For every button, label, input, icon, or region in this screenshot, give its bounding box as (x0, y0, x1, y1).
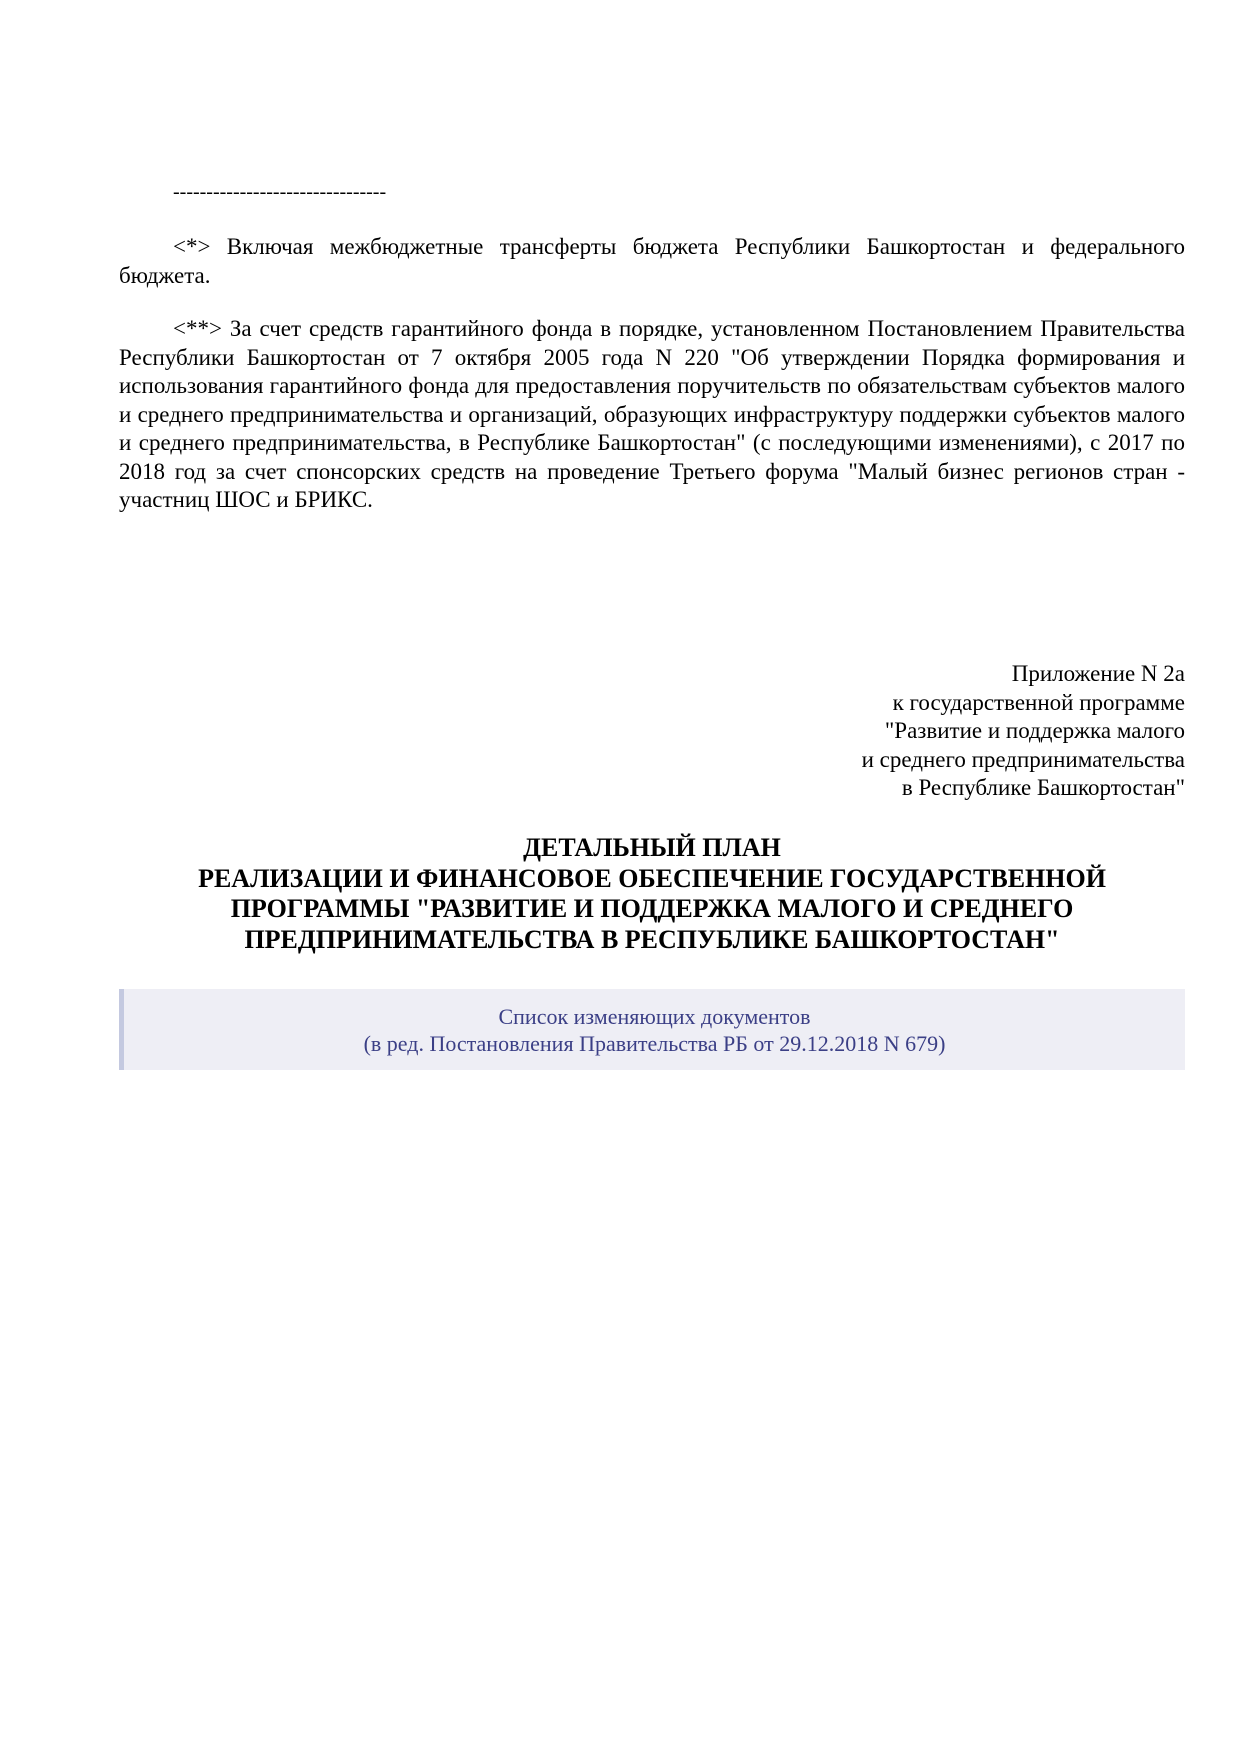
appendix-line: в Республике Башкортостан" (901, 775, 1185, 800)
title-line: ДЕТАЛЬНЫЙ ПЛАН (523, 833, 781, 862)
document-title (119, 833, 1185, 955)
amending-documents-box (119, 989, 1185, 1070)
footnote-interbudget-transfers: <*> Включая межбюджетные трансферты бюджета Республики Башкортостан и федерального бюджета. (119, 234, 1185, 288)
amending-documents-heading: Список изменяющих документов (498, 1004, 811, 1029)
footnote-separator: -------------------------------- (173, 181, 387, 203)
appendix-line: к государственной программе (892, 689, 1185, 715)
title-line: ПРОГРАММЫ "РАЗВИТИЕ И ПОДДЕРЖКА МАЛОГО И СРЕДНЕГО (230, 894, 1074, 923)
title-line: ПРЕДПРИНИМАТЕЛЬСТВА В РЕСПУБЛИКЕ БАШКОРТОСТАН" (244, 924, 1060, 954)
appendix-reference (862, 660, 1185, 803)
footnote-guarantee-fund: <**> За счет средств гарантийного фонда в порядке, установленном Постановлением Правительства Республики Башкортостан от 7 октября 2005 года N 220 "Об утверждении Порядка формирования и использования гарантийного фонда для предоставления поручительств по обязательствам субъектов малого и среднего предпринимательства и организаций, образующих инфраструктуру поддержки субъектов малого и среднего предпринимательства, в Республике Башкортостан" (с последующими изменениями), с 2017 по 2018 год за счет спонсорских средств на проведение Третьего форума "Малый бизнес регионов стран - участниц ШОС и БРИКС. (119, 316, 1185, 512)
appendix-line: и среднего предпринимательства (861, 746, 1185, 772)
appendix-line: Приложение N 2а (1011, 661, 1185, 686)
amending-document-link[interactable]: (в ред. Постановления Правительства РБ от 29.12.2018 N 679) (363, 1031, 946, 1056)
title-line: РЕАЛИЗАЦИИ И ФИНАНСОВОЕ ОБЕСПЕЧЕНИЕ ГОСУДАРСТВЕННОЙ (198, 863, 1106, 893)
appendix-line: "Развитие и поддержка малого (884, 718, 1185, 743)
